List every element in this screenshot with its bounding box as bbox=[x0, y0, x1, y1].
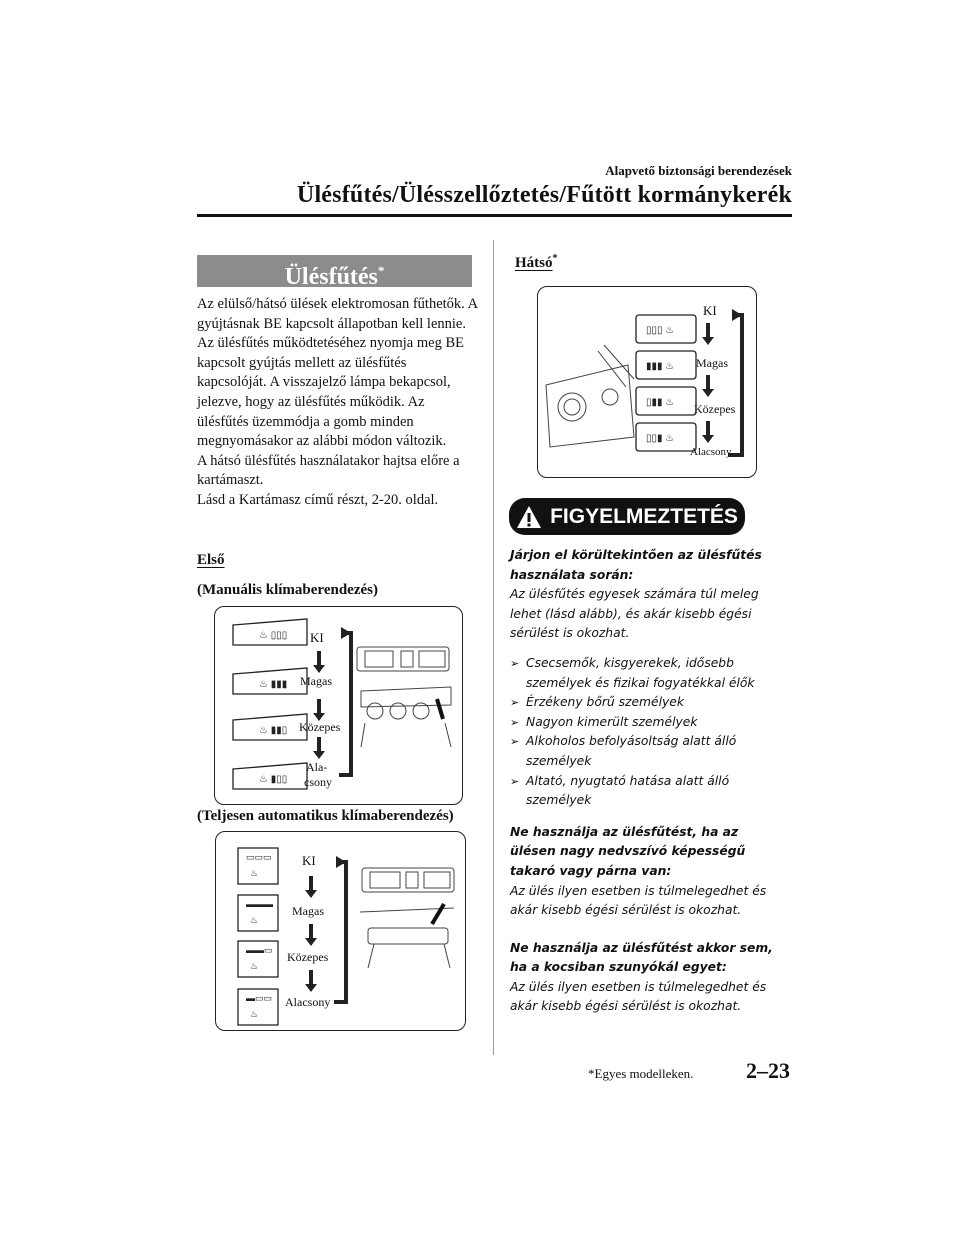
front-heading-text: Első bbox=[197, 552, 225, 568]
manual-seat-heater-figure bbox=[214, 606, 463, 805]
intro-paragraph: A hátsó ülésfűtés használatakor hajtsa előre a kartámaszt. bbox=[197, 452, 460, 489]
manual-state-off: KI bbox=[310, 630, 324, 645]
list-item bbox=[510, 713, 782, 733]
warning-title: FIGYELMEZTETÉS bbox=[550, 504, 738, 528]
list-item-text: Alkoholos befolyásoltság alatt álló személyek bbox=[526, 734, 737, 768]
svg-text:♨ ▮▮▯: ♨ ▮▮▯ bbox=[259, 725, 288, 736]
manual-state-medium: Közepes bbox=[299, 720, 341, 734]
intro-paragraph: Az ülésfűtés működtetéséhez nyomja meg BE kapcsolt gyújtás mellett az ülésfűtés kapcsolóját. A visszajelző lámpa bekapcsol, jelezve, hogy az ülésfűtés működik. Az ülésfűtés üzemmódja a gomb minden megnyomásakor az alábbi módon változik. bbox=[197, 335, 464, 450]
svg-text:♨: ♨ bbox=[250, 868, 259, 878]
model-mark: * bbox=[552, 253, 558, 264]
bullet-arrow-icon: ➢ bbox=[510, 715, 520, 729]
bullet-arrow-icon: ➢ bbox=[510, 774, 520, 788]
list-item bbox=[510, 693, 782, 713]
rear-state-off: KI bbox=[703, 303, 717, 318]
list-item-text: Altató, nyugtató hatása alatt álló személyek bbox=[526, 773, 730, 808]
svg-text:▬▭▭: ▬▭▭ bbox=[246, 993, 273, 1003]
header-rule bbox=[197, 214, 792, 217]
svg-text:♨ ▮▮▮: ♨ ▮▮▮ bbox=[259, 679, 288, 690]
page-title: Ülésfűtés/Ülésszellőztetés/Fűtött kormánykerék bbox=[296, 182, 792, 208]
intro-paragraph: Az elülső/hátsó ülések elektromosan fűthetők. A gyújtásnak BE kapcsolt állapotban kell lennie. bbox=[197, 296, 478, 332]
warning-para3-bold: Ne használja az ülésfűtést akkor sem, ha a kocsiban szunyókál egyet: bbox=[510, 940, 773, 975]
auto-climate-label: (Teljesen automatikus klímaberendezés) bbox=[197, 808, 454, 824]
svg-text:▮▮▮ ♨: ▮▮▮ ♨ bbox=[646, 361, 675, 372]
auto-state-high: Magas bbox=[292, 904, 324, 918]
list-item bbox=[510, 732, 782, 771]
manual-state-high: Magas bbox=[300, 674, 332, 688]
warning-banner bbox=[509, 498, 745, 535]
auto-state-off: KI bbox=[302, 853, 316, 868]
intro-text bbox=[197, 295, 479, 511]
auto-state-low: Alacsony bbox=[285, 995, 331, 1009]
rear-state-low: Alacsony bbox=[690, 446, 732, 458]
header-section-label: Alapvető biztonsági berendezések bbox=[605, 163, 792, 178]
rear-state-high: Magas bbox=[696, 356, 728, 370]
section-title: Ülésfűtés bbox=[284, 264, 378, 290]
rear-state-medium: Közepes bbox=[694, 402, 736, 416]
manual-climate-label: (Manuális klímaberendezés) bbox=[197, 582, 378, 598]
warning-lead-bold: Járjon el körültekintően az ülésfűtés használata során: bbox=[510, 548, 762, 582]
model-mark: * bbox=[377, 263, 385, 278]
bullet-arrow-icon: ➢ bbox=[510, 735, 520, 749]
svg-text:▯▮▮ ♨: ▯▮▮ ♨ bbox=[646, 397, 675, 408]
svg-text:♨: ♨ bbox=[250, 1009, 259, 1019]
svg-text:▬▬▭: ▬▬▭ bbox=[246, 945, 273, 955]
column-divider bbox=[493, 240, 494, 1055]
list-item bbox=[510, 772, 782, 811]
svg-text:▯▯▯ ♨: ▯▯▯ ♨ bbox=[646, 325, 675, 336]
warning-para3-text: Az ülés ilyen esetben is túlmelegedhet és akár kisebb égési sérülést is okozhat. bbox=[510, 979, 767, 1014]
svg-text:♨ ▯▯▯: ♨ ▯▯▯ bbox=[259, 630, 288, 641]
list-item-text: Csecsemők, kisgyerekek, idősebb személyek és fizikai fogyatékkal élők bbox=[526, 655, 755, 690]
footnote: *Egyes modelleken. bbox=[588, 1066, 694, 1081]
manual-state-low: Ala- bbox=[306, 760, 328, 774]
svg-text:♨ ▮▯▯: ♨ ▮▯▯ bbox=[259, 774, 288, 785]
list-item bbox=[510, 654, 782, 693]
rear-heading bbox=[515, 253, 558, 272]
warning-lead-text: Az ülésfűtés egyesek számára túl meleg lehet (lásd alább), és akár kisebb égési sérülést is okozhat. bbox=[510, 587, 759, 641]
bullet-arrow-icon: ➢ bbox=[510, 696, 520, 710]
bullet-arrow-icon: ➢ bbox=[510, 656, 520, 670]
section-title-bar bbox=[197, 255, 472, 290]
rear-heading-text: Hátsó bbox=[515, 255, 553, 271]
manual-seat-heater-diagram bbox=[215, 607, 462, 804]
warning-list bbox=[510, 654, 782, 811]
warning-triangle-icon bbox=[516, 505, 542, 529]
auto-seat-heater-figure bbox=[215, 831, 466, 1031]
svg-text:♨: ♨ bbox=[250, 915, 259, 925]
list-item-text: Nagyon kimerült személyek bbox=[526, 714, 698, 729]
warning-para2-text: Az ülés ilyen esetben is túlmelegedhet és akár kisebb égési sérülést is okozhat. bbox=[510, 883, 767, 918]
svg-text:▬▬▬: ▬▬▬ bbox=[246, 899, 273, 909]
svg-text:▯▯▮ ♨: ▯▯▮ ♨ bbox=[646, 433, 675, 444]
front-heading bbox=[197, 552, 225, 569]
warning-para2-bold: Ne használja az ülésfűtést, ha az ülésen nagy nedvszívó képességű takaró vagy párna van: bbox=[510, 824, 746, 878]
manual-state-low-2: csony bbox=[304, 775, 332, 789]
auto-seat-heater-diagram bbox=[216, 832, 465, 1030]
warning-body bbox=[510, 546, 782, 1017]
svg-text:▭▭▭: ▭▭▭ bbox=[246, 852, 272, 862]
intro-paragraph: Lásd a Kartámasz című részt, 2-20. oldal. bbox=[197, 491, 439, 508]
page-number: 2–23 bbox=[746, 1058, 790, 1083]
auto-state-medium: Közepes bbox=[287, 950, 329, 964]
list-item-text: Érzékeny bőrű személyek bbox=[526, 695, 684, 710]
svg-text:♨: ♨ bbox=[250, 961, 259, 971]
